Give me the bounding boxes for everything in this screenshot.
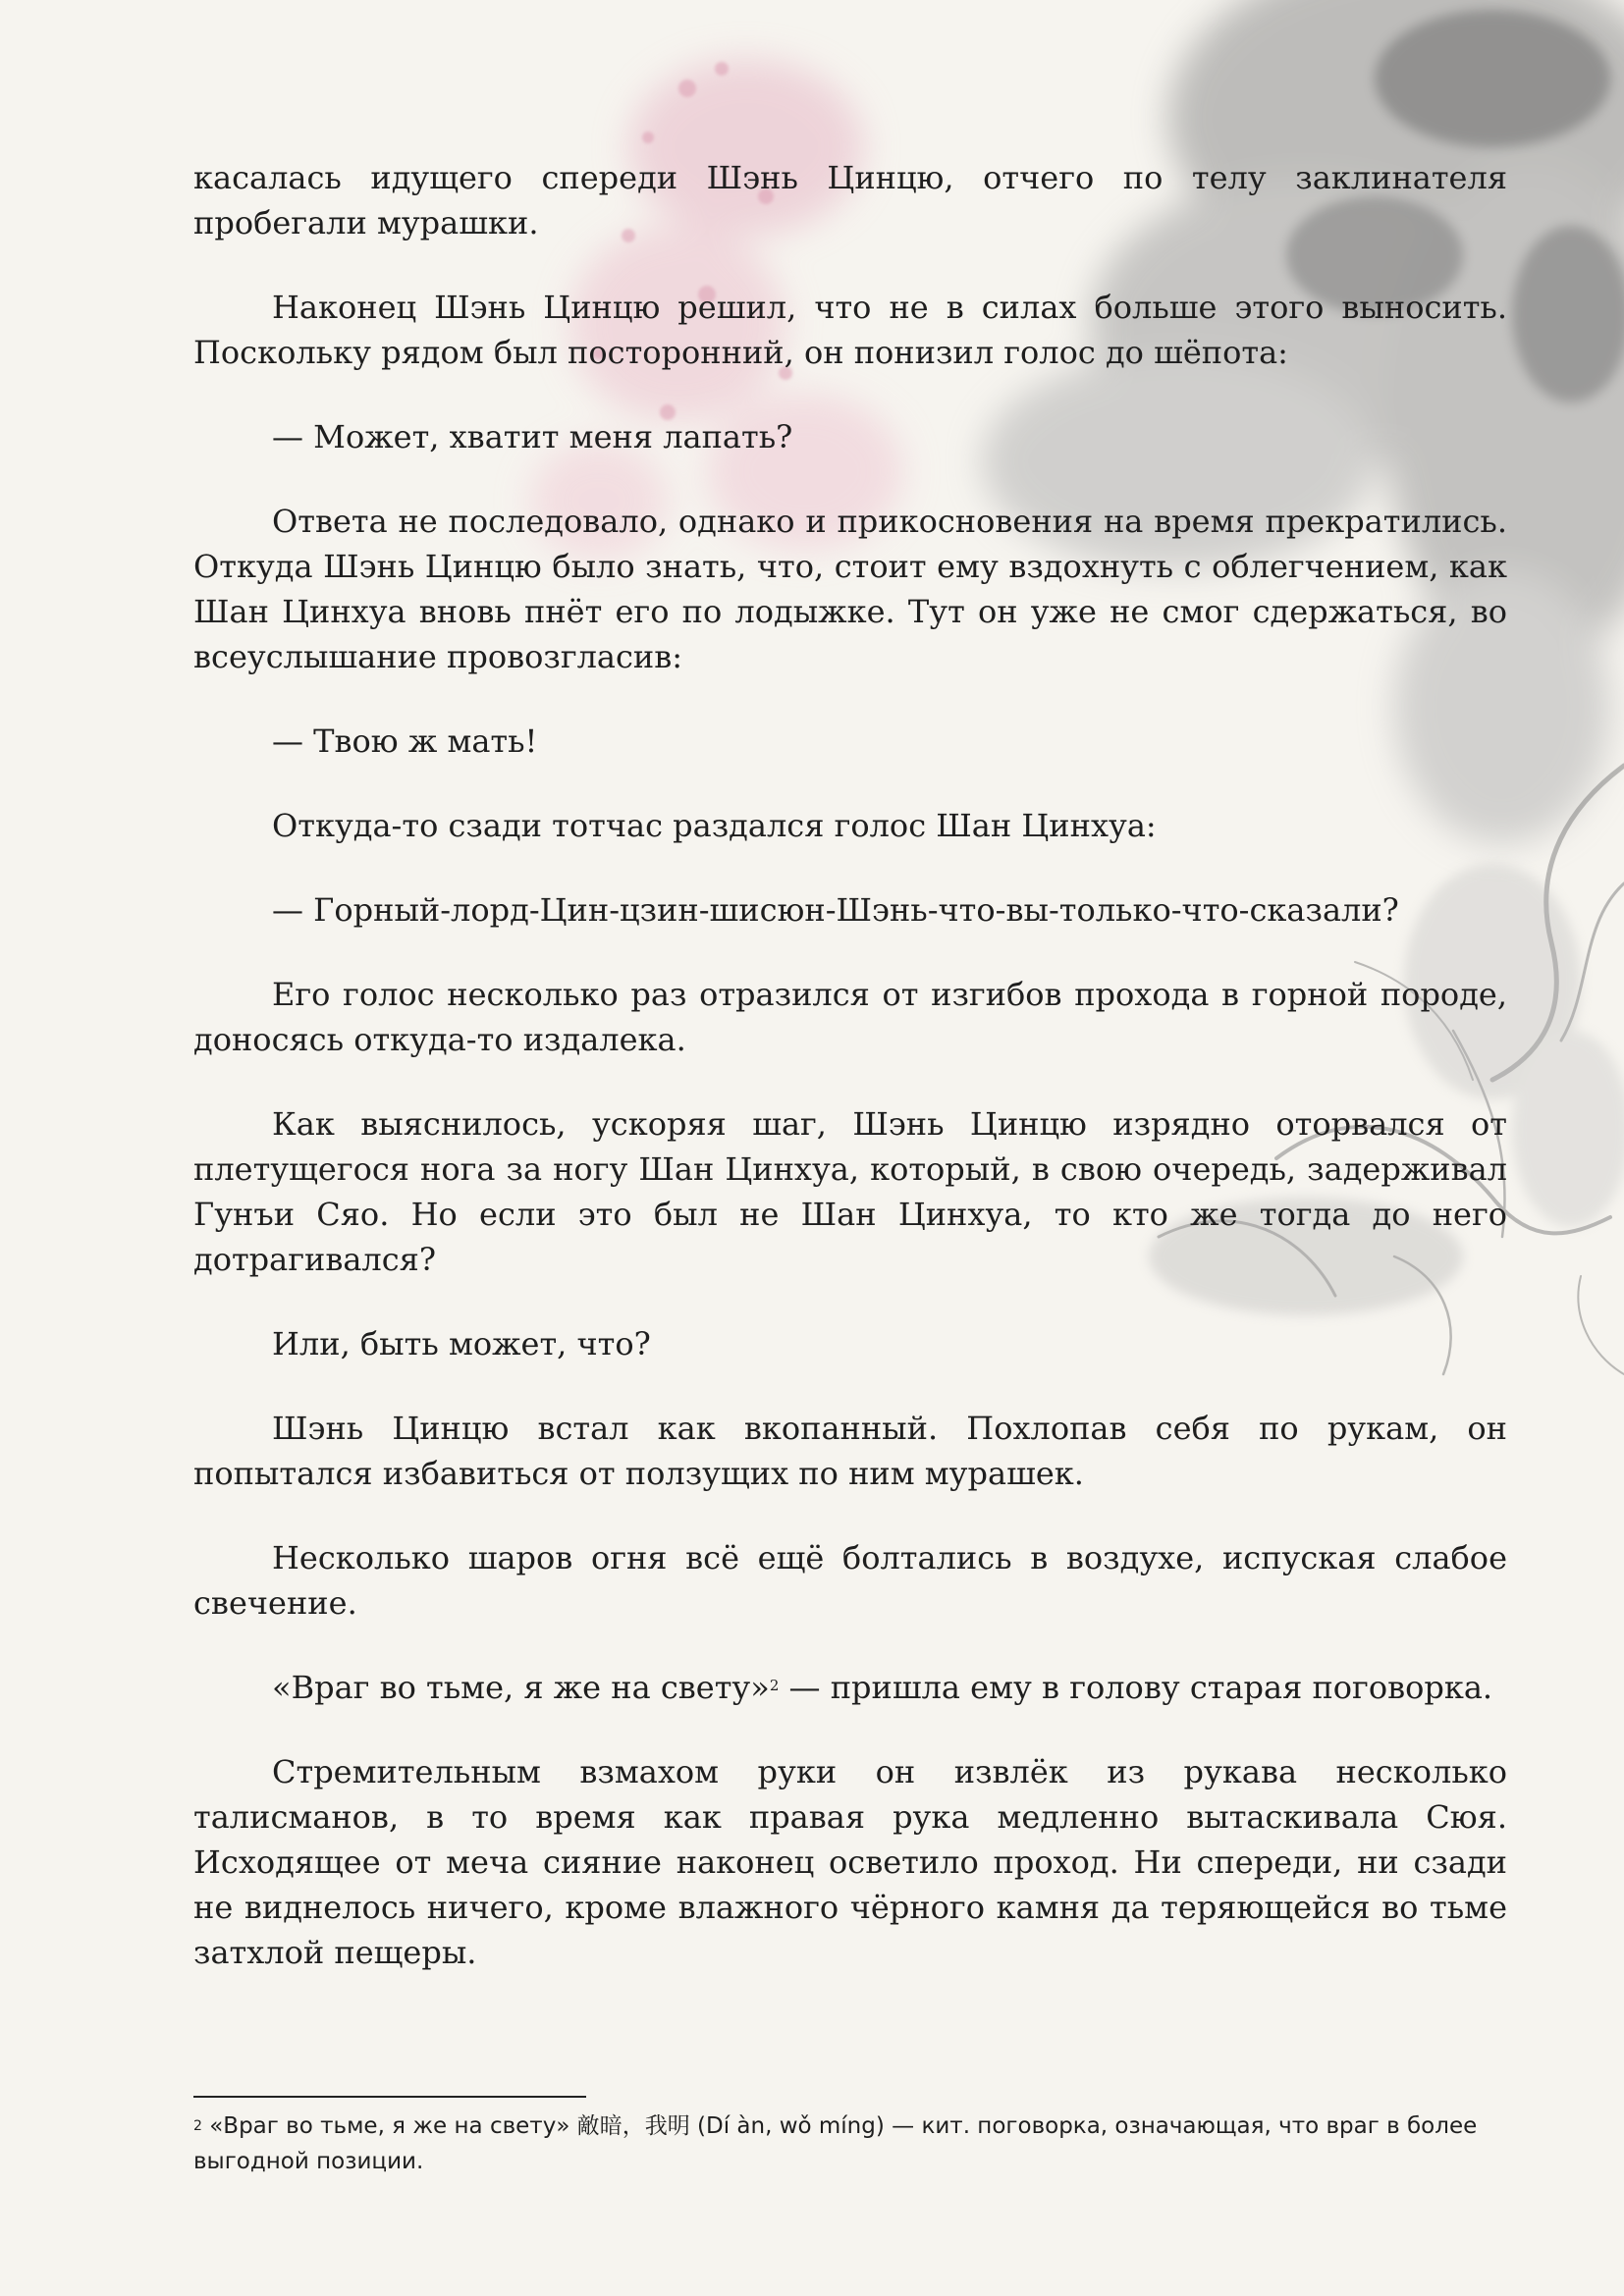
dialogue-line: — Горный-лорд-Цин-цзин-шисюн-Шэнь-что-вы-только-что-сказали? [272, 891, 1399, 929]
paragraph: Несколько шаров огня всё ещё болтались в воздухе, испуская слабое свечение. [193, 1539, 1507, 1622]
paragraph: Ответа не последовало, однако и прикосновения на время прекратились. Откуда Шэнь Цинцю было знать, что, стоит ему вздохнуть с облегчением, как Шан Цинхуа вновь пнёт его по лодыжке. Тут он уже не смог сдержаться, во всеуслышание провозгласив: [193, 503, 1507, 675]
quote-continuation: — пришла ему в голову старая поговорка. [779, 1669, 1493, 1706]
page-body [193, 155, 1507, 2014]
paragraph: касалась идущего спереди Шэнь Цинцю, отчего по телу заклинателя пробегали мурашки. [193, 159, 1507, 241]
dialogue-line: — Твою ж мать! [272, 722, 538, 760]
footnote-reference[interactable]: 2 [769, 1677, 780, 1694]
footnote [193, 2109, 1507, 2179]
paragraph: Стремительным взмахом руки он извлёк из рукава несколько талисманов, в то время как правая рука медленно вытаскивала Сюя. Исходящее от меча сияние наконец осветило проход. Ни спереди, ни сзади не виднелось ничего, кроме влажного чёрного камня да теряющейся во тьме затхлой пещеры. [193, 1753, 1507, 1971]
paragraph: Как выяснилось, ускоряя шаг, Шэнь Цинцю изрядно оторвался от плетущегося нога за ногу Шан Цинхуа, который, в свою очередь, задерживал Гунъи Сяо. Но если это был не Шан Цинхуа, то кто же тогда до него дотрагивался? [193, 1105, 1507, 1278]
paragraph: Откуда-то сзади тотчас раздался голос Шан Цинхуа: [272, 807, 1157, 844]
footnote-number: 2 [193, 2118, 202, 2134]
footnote-divider [193, 2096, 586, 2098]
dialogue-line: — Может, хватит меня лапать? [272, 418, 793, 455]
quote-paragraph [193, 1665, 1507, 1710]
footnote-text: «Враг во тьме, я же на свету» 敵暗，我明 (Dí àn, wǒ míng) — кит. поговорка, означающая, что враг в более выгодной позиции. [193, 2113, 1478, 2174]
paragraph: Его голос несколько раз отразился от изгибов прохода в горной породе, доносясь откуда-то издалека. [193, 976, 1507, 1058]
quote-text: «Враг во тьме, я же на свету» [272, 1669, 770, 1706]
paragraph: Наконец Шэнь Цинцю решил, что не в силах больше этого выносить. Поскольку рядом был посторонний, он понизил голос до шёпота: [193, 289, 1507, 371]
paragraph: Или, быть может, что? [272, 1325, 651, 1362]
paragraph: Шэнь Цинцю встал как вкопанный. Похлопав себя по рукам, он попытался избавиться от ползущих по ним мурашек. [193, 1410, 1507, 1492]
